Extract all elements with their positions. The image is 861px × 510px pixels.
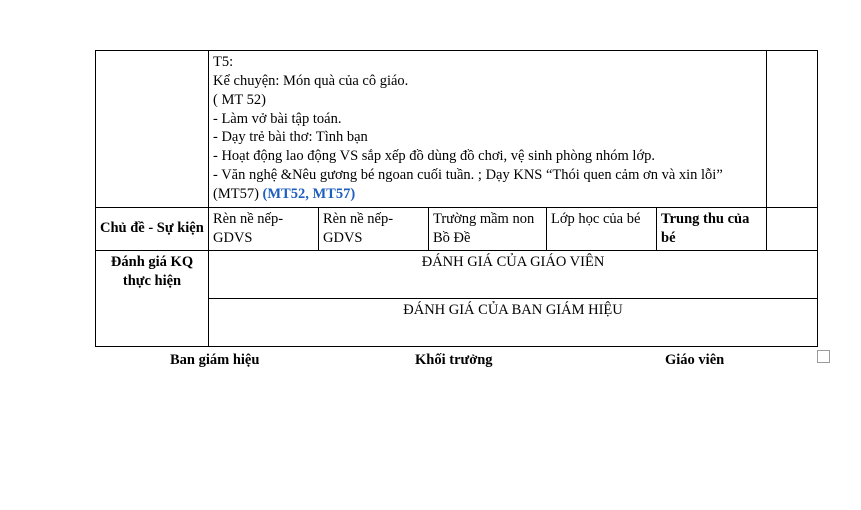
activities-content-cell: [209, 51, 767, 208]
theme-cell-empty: [767, 207, 818, 251]
activities-left-empty-cell: [96, 51, 209, 208]
activity-line: - Làm vở bài tập toán.: [213, 110, 342, 127]
theme-cell-bold: Trung thu của bé: [657, 207, 767, 251]
activity-line-last: [213, 185, 762, 204]
activity-line: - Văn nghệ &Nêu gương bé ngoan cuối tuần. ; Dạy KNS “Thói quen cảm ơn và xin lỗi”: [213, 167, 723, 184]
activity-line: T5:: [213, 54, 234, 70]
board-evaluation-cell: ĐÁNH GIÁ CỦA BAN GIÁM HIỆU: [209, 299, 818, 347]
theme-cell: Rèn nề nếp-GDVS: [319, 207, 429, 251]
activities-right-empty-cell: [767, 51, 818, 208]
theme-cell: Rèn nề nếp-GDVS: [209, 207, 319, 251]
activity-mt-codes: (MT52, MT57): [262, 185, 356, 202]
signature-row: [95, 352, 817, 374]
evaluation-row-label: Đánh giá KQ thực hiện: [96, 251, 209, 347]
table-row-theme: [96, 207, 818, 251]
teacher-evaluation-cell: ĐÁNH GIÁ CỦA GIÁO VIÊN: [209, 251, 818, 299]
page-corner-marker: [817, 350, 830, 363]
document-table-container: [95, 50, 817, 347]
activity-line: - Dạy trẻ bài thơ: Tình bạn: [213, 129, 368, 146]
activity-line: ( MT 52): [213, 91, 266, 108]
signature-head: Khối trưởng: [415, 352, 493, 368]
table-row-teacher-evaluation: [96, 251, 818, 299]
activity-line-prefix: (MT57): [213, 185, 263, 202]
lesson-plan-table: [95, 50, 818, 347]
signature-board: Ban giám hiệu: [170, 352, 260, 368]
theme-cell: Trường mầm non Bồ Đề: [429, 207, 547, 251]
theme-row-label: Chủ đề - Sự kiện: [96, 207, 209, 251]
activity-line: Kể chuyện: Món quà của cô giáo.: [213, 72, 409, 89]
theme-cell: Lớp học của bé: [547, 207, 657, 251]
activity-line: - Hoạt động lao động VS sắp xếp đồ dùng đồ chơi, vệ sinh phòng nhóm lớp.: [213, 148, 655, 165]
table-row-activities: [96, 51, 818, 208]
signature-teacher: Giáo viên: [665, 352, 725, 368]
